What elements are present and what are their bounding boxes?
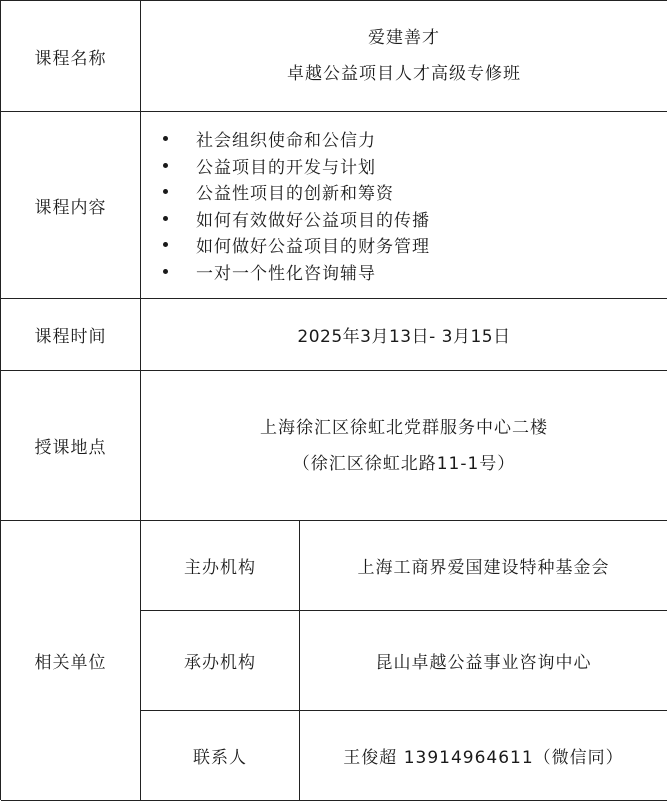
- bullet-icon: [163, 216, 168, 221]
- organizer-value: 上海工商界爱国建设特种基金会: [300, 521, 667, 611]
- course-content-item: [161, 258, 430, 285]
- course-time-label: 课程时间: [1, 299, 141, 371]
- course-content-item: [161, 126, 430, 153]
- host-value: 昆山卓越公益事业咨询中心: [300, 611, 667, 711]
- bullet-icon: [163, 163, 168, 168]
- course-content-list-cell: [141, 112, 667, 299]
- venue-label: 授课地点: [1, 371, 141, 521]
- course-content-item-text: 公益项目的开发与计划: [196, 157, 376, 178]
- course-content-item: [161, 179, 430, 206]
- course-content-item-text: 公益性项目的创新和筹资: [196, 184, 394, 205]
- venue-value: [141, 371, 667, 521]
- course-name-value: [141, 1, 667, 112]
- course-content-item: [161, 232, 430, 259]
- course-content-item-text: 如何做好公益项目的财务管理: [196, 237, 430, 258]
- course-name-line-1: 爱建善才: [368, 28, 440, 48]
- course-content-item-text: 一对一个性化咨询辅导: [196, 263, 376, 284]
- bullet-icon: [163, 269, 168, 274]
- bullet-icon: [163, 242, 168, 247]
- course-content-item: [161, 205, 430, 232]
- course-content-item-text: 社会组织使命和公信力: [196, 131, 376, 152]
- course-name-line-2: 卓越公益项目人才高级专修班: [287, 64, 521, 84]
- organizer-label: 主办机构: [141, 521, 300, 611]
- contact-label: 联系人: [141, 711, 300, 801]
- course-name-label: 课程名称: [1, 1, 141, 112]
- bullet-icon: [163, 136, 168, 141]
- bullet-icon: [163, 189, 168, 194]
- course-content-item-text: 如何有效做好公益项目的传播: [196, 210, 430, 231]
- course-content-label: 课程内容: [1, 112, 141, 299]
- venue-line-2: （徐汇区徐虹北路11-1号）: [292, 453, 516, 474]
- venue-line-1: 上海徐汇区徐虹北党群服务中心二楼: [260, 417, 548, 438]
- course-content-list: [161, 126, 430, 285]
- course-time-value: 2025年3月13日- 3月15日: [141, 299, 667, 371]
- contact-value: 王俊超 13914964611（微信同）: [300, 711, 667, 801]
- related-units-label: 相关单位: [1, 521, 141, 801]
- course-content-item: [161, 152, 430, 179]
- host-label: 承办机构: [141, 611, 300, 711]
